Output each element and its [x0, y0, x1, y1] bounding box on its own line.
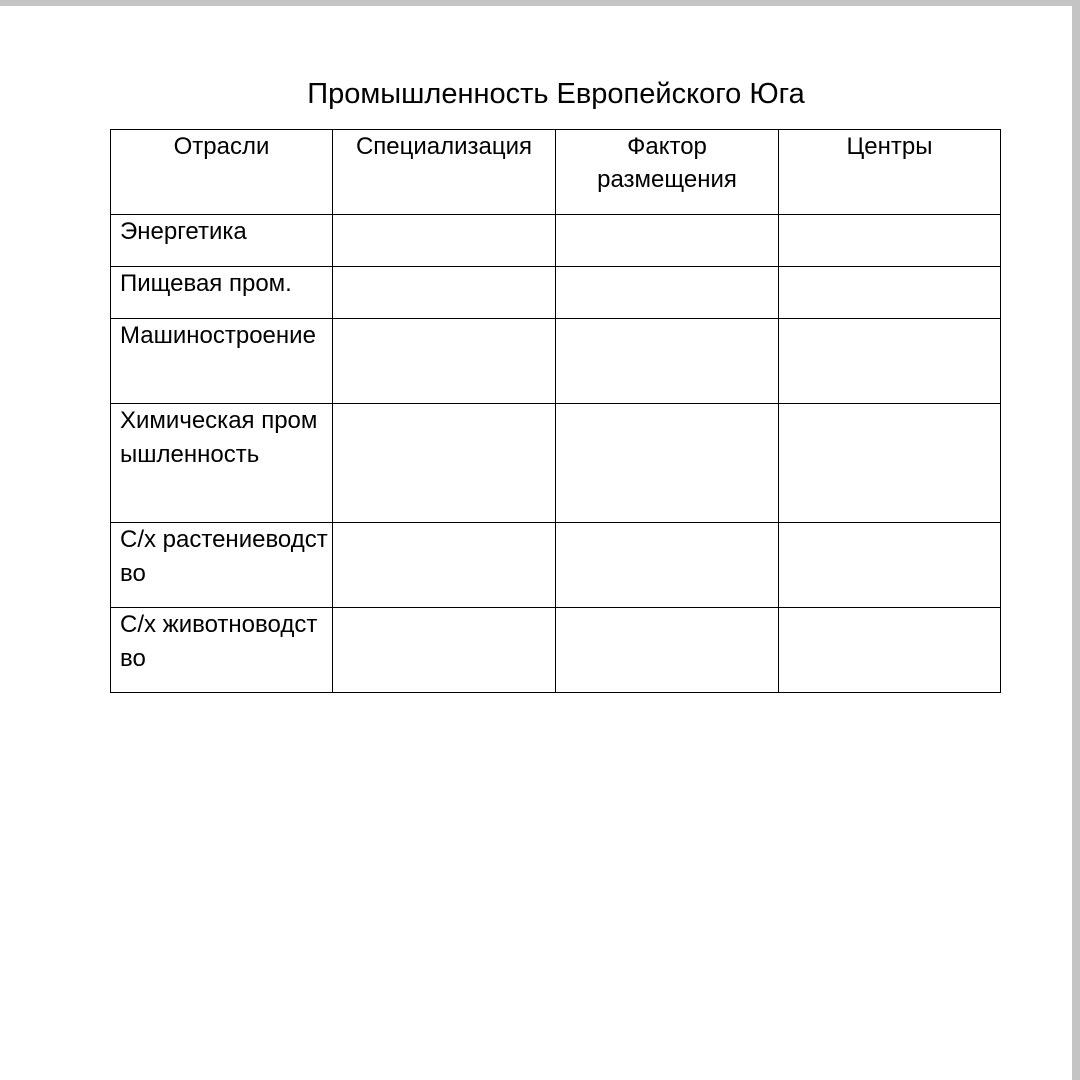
table-cell[interactable] — [333, 523, 556, 608]
table-row — [111, 404, 1001, 523]
document-title: Промышленность Европейского Юга — [307, 78, 805, 110]
document-page — [0, 6, 1072, 1080]
table-cell[interactable] — [779, 267, 1001, 319]
table-row — [111, 215, 1001, 267]
row-label-cell — [111, 267, 333, 319]
table-cell[interactable] — [556, 319, 779, 404]
row-label: Машиностроение — [120, 322, 316, 349]
table-cell[interactable] — [333, 404, 556, 523]
table-cell[interactable] — [333, 215, 556, 267]
table-cell[interactable] — [333, 319, 556, 404]
column-header-centers: Центры — [779, 130, 1001, 215]
column-header-industries: Отрасли — [111, 130, 333, 215]
row-label-cell — [111, 319, 333, 404]
row-label: С/х животноводство — [120, 611, 318, 672]
table-cell[interactable] — [556, 404, 779, 523]
table-cell[interactable] — [779, 404, 1001, 523]
table-cell[interactable] — [779, 523, 1001, 608]
table-cell[interactable] — [556, 523, 779, 608]
table-cell[interactable] — [333, 267, 556, 319]
table-cell[interactable] — [779, 319, 1001, 404]
table-cell[interactable] — [779, 215, 1001, 267]
industry-table — [110, 129, 1001, 693]
table-row — [111, 267, 1001, 319]
row-label: Химическая промышленность — [120, 407, 318, 468]
table-cell[interactable] — [333, 608, 556, 693]
table-row — [111, 608, 1001, 693]
row-label: Пищевая пром. — [120, 270, 292, 297]
row-label-cell — [111, 608, 333, 693]
row-label: С/х растениеводство — [120, 526, 328, 587]
column-header-location-factor: Фактор размещения — [556, 130, 779, 215]
column-header-specialization: Специализация — [333, 130, 556, 215]
table-cell[interactable] — [779, 608, 1001, 693]
table-cell[interactable] — [556, 215, 779, 267]
table-header-row — [111, 130, 1001, 215]
table-cell[interactable] — [556, 608, 779, 693]
row-label-cell — [111, 523, 333, 608]
table-row — [111, 319, 1001, 404]
row-label: Энергетика — [120, 218, 247, 245]
row-label-cell — [111, 404, 333, 523]
table-row — [111, 523, 1001, 608]
table-cell[interactable] — [556, 267, 779, 319]
row-label-cell — [111, 215, 333, 267]
